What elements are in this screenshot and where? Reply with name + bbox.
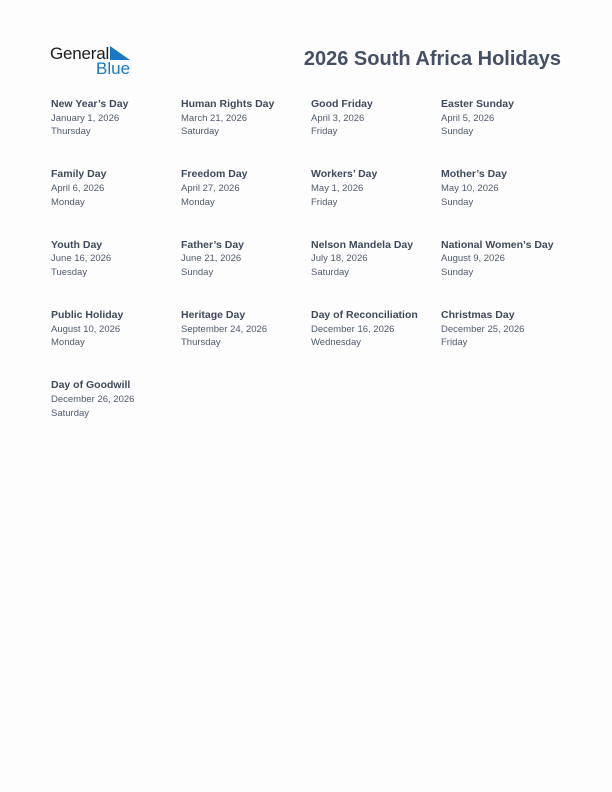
holiday-weekday: Thursday xyxy=(181,337,221,349)
holiday-entry xyxy=(181,98,311,168)
holiday-weekday: Friday xyxy=(311,196,338,208)
holiday-date: June 21, 2026 xyxy=(181,253,242,265)
holiday-name: Mother’s Day xyxy=(441,168,507,181)
page-title: 2026 South Africa Holidays xyxy=(303,48,561,70)
holiday-entry xyxy=(51,98,181,168)
holiday-name: Heritage Day xyxy=(181,308,246,321)
logo-text-general: General xyxy=(50,44,110,63)
holiday-name: New Year’s Day xyxy=(51,98,129,110)
logo-triangle-icon xyxy=(110,46,130,60)
holiday-date: April 3, 2026 xyxy=(311,112,365,124)
holiday-entry xyxy=(181,239,311,309)
holiday-name: Human Rights Day xyxy=(181,98,275,110)
holiday-date: July 18, 2026 xyxy=(311,253,368,265)
holiday-date: December 26, 2026 xyxy=(51,393,135,405)
holiday-name: Youth Day xyxy=(51,238,103,251)
holiday-entry xyxy=(311,309,441,379)
holiday-name: Day of Goodwill xyxy=(51,379,131,392)
holiday-weekday: Saturday xyxy=(181,126,220,138)
holiday-date: August 9, 2026 xyxy=(441,253,505,265)
holiday-weekday: Sunday xyxy=(441,267,474,278)
holiday-entry xyxy=(311,98,441,168)
logo-text-blue: Blue xyxy=(96,59,131,78)
holiday-weekday: Saturday xyxy=(51,407,90,419)
holiday-name: Family Day xyxy=(51,168,107,181)
holiday-date: March 21, 2026 xyxy=(181,112,248,124)
holiday-grid xyxy=(51,98,571,449)
holiday-name: Nelson Mandela Day xyxy=(311,238,414,251)
holiday-name: National Women’s Day xyxy=(441,238,554,251)
holiday-entry xyxy=(51,379,181,449)
holiday-date: May 10, 2026 xyxy=(441,183,499,194)
holiday-weekday: Thursday xyxy=(51,126,91,138)
holiday-entry xyxy=(181,168,311,238)
holiday-weekday: Friday xyxy=(311,126,338,138)
holiday-weekday: Sunday xyxy=(441,196,474,208)
holiday-date: April 27, 2026 xyxy=(181,183,240,194)
holiday-weekday: Tuesday xyxy=(51,267,88,278)
holiday-weekday: Monday xyxy=(51,196,85,208)
holiday-entry xyxy=(441,168,571,238)
generalblue-logo xyxy=(50,44,140,78)
holiday-weekday: Saturday xyxy=(311,267,350,278)
holiday-date: January 1, 2026 xyxy=(51,112,120,124)
holiday-weekday: Sunday xyxy=(441,126,474,138)
holiday-entry xyxy=(441,239,571,309)
holiday-weekday: Wednesday xyxy=(311,337,361,349)
holiday-name: Day of Reconciliation xyxy=(311,308,418,321)
holiday-weekday: Sunday xyxy=(181,267,214,278)
holiday-date: September 24, 2026 xyxy=(181,323,268,335)
holiday-date: August 10, 2026 xyxy=(51,323,121,335)
holiday-date: May 1, 2026 xyxy=(311,183,364,194)
holiday-weekday: Monday xyxy=(51,337,85,349)
holiday-entry xyxy=(181,309,311,379)
holiday-entry xyxy=(441,309,571,379)
holiday-weekday: Monday xyxy=(181,196,215,208)
holiday-name: Christmas Day xyxy=(441,308,515,321)
holiday-date: December 16, 2026 xyxy=(311,323,395,335)
holiday-date: June 16, 2026 xyxy=(51,253,112,265)
holiday-entry xyxy=(51,309,181,379)
holiday-entry xyxy=(311,239,441,309)
holiday-date: April 5, 2026 xyxy=(441,112,495,124)
holiday-name: Easter Sunday xyxy=(441,98,514,110)
holiday-entry xyxy=(311,168,441,238)
holiday-entry xyxy=(51,168,181,238)
holiday-entry xyxy=(51,239,181,309)
holiday-name: Good Friday xyxy=(311,98,373,110)
holiday-name: Freedom Day xyxy=(181,168,248,181)
holiday-date: April 6, 2026 xyxy=(51,183,105,194)
holiday-name: Father’s Day xyxy=(181,238,245,251)
holiday-date: December 25, 2026 xyxy=(441,323,525,335)
holiday-entry xyxy=(441,98,571,168)
holiday-name: Public Holiday xyxy=(51,308,124,321)
holiday-name: Workers’ Day xyxy=(311,168,378,181)
holiday-weekday: Friday xyxy=(441,337,468,349)
